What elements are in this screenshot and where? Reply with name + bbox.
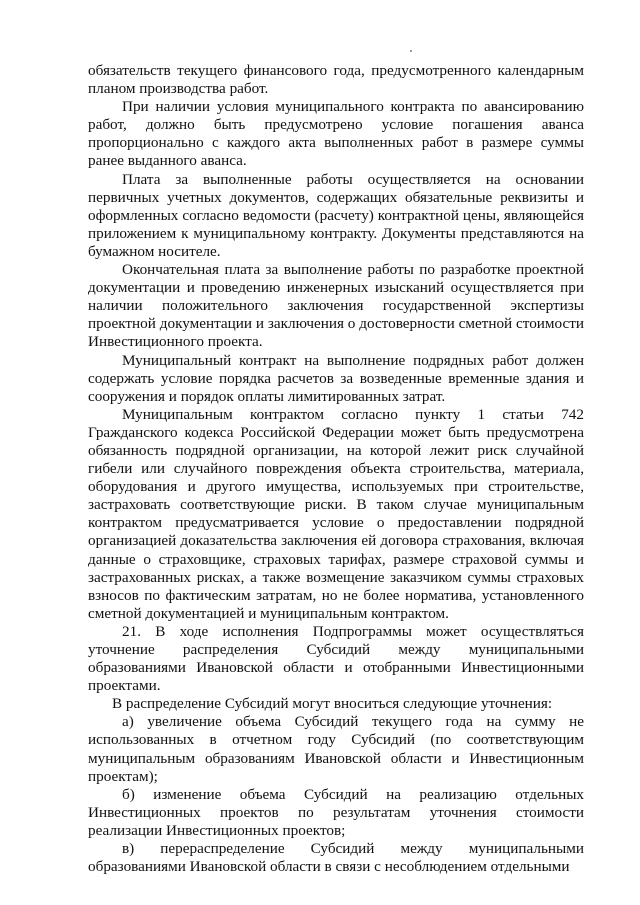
paragraph-payment-basis: Плата за выполненные работы осуществляется на основании первичных учетных документов, содержащих обязательные реквизиты и оформленных согласно ведомости (расчету) контрактной цены, являющейся приложением к муниципальному контракту. Документы представляются на бумажном носителе. xyxy=(88,170,584,260)
scan-speck xyxy=(410,50,412,52)
list-item-v: в) перераспределение Субсидий между муниципальными образованиями Ивановской области в связи с несоблюдением отдельными xyxy=(88,840,584,876)
document-page xyxy=(88,62,584,876)
paragraph-item-21: 21. В ходе исполнения Подпрограммы может осуществляться уточнение распределения Субсидий между муниципальными образованиями Ивановской области и отобранными Инвестиционными проектами. xyxy=(88,622,584,695)
paragraph-final-payment: Окончательная плата за выполнение работы по разработке проектной документации и проведению инженерных изысканий осуществляется при наличии положительного заключения государственной экспертизы проектной документации и заключения о достоверности сметной стоимости Инвестиционного проекта. xyxy=(88,261,584,351)
list-item-b: б) изменение объема Субсидий на реализацию отдельных Инвестиционных проектов по результатам уточнения стоимости реализации Инвестиционных проектов; xyxy=(88,785,584,839)
paragraph-clarifications-intro: В распределение Субсидий могут вноситься следующие уточнения: xyxy=(112,695,553,713)
list-item-a: а) увеличение объема Субсидий текущего года на сумму не использованных в отчетном году Субсидий (по соответствующим муниципальным образованиям Ивановской области и Инвестиционным проектам); xyxy=(88,713,584,785)
paragraph-advance-payment: При наличии условия муниципального контракта по авансированию работ, должно быть предусмотрено условие погашения аванса пропорционально с каждого акта выполненных работ в размере суммы ранее выданного аванса. xyxy=(88,98,584,170)
paragraph-temporary-buildings: Муниципальный контракт на выполнение подрядных работ должен содержать условие порядка расчетов за возведенные временные здания и сооружения и порядок оплаты лимитированных затрат. xyxy=(88,351,584,405)
paragraph-continuation: обязательств текущего финансового года, предусмотренного календарным планом производства работ. xyxy=(88,62,584,98)
paragraph-insurance: Муниципальным контрактом согласно пункту 1 статьи 742 Гражданского кодекса Российской Федерации может быть предусмотрена обязанность подрядной организации, на которой лежит риск случайной гибели или случайного повреждения объекта строительства, материала, оборудования и другого имущества, используемых при строительстве, застраховать соответствующие риски. В таком случае муниципальным контрактом предусматривается условие о предоставлении подрядной организацией доказательства заключения ей договора страхования, включая данные о страховщике, страховых тарифах, размере страховой суммы и застрахованных рисках, а также возмещение заказчиком суммы страховых взносов по фактическим затратам, но не более норматива, установленного сметной документацией и муниципальным контрактом. xyxy=(88,405,584,622)
